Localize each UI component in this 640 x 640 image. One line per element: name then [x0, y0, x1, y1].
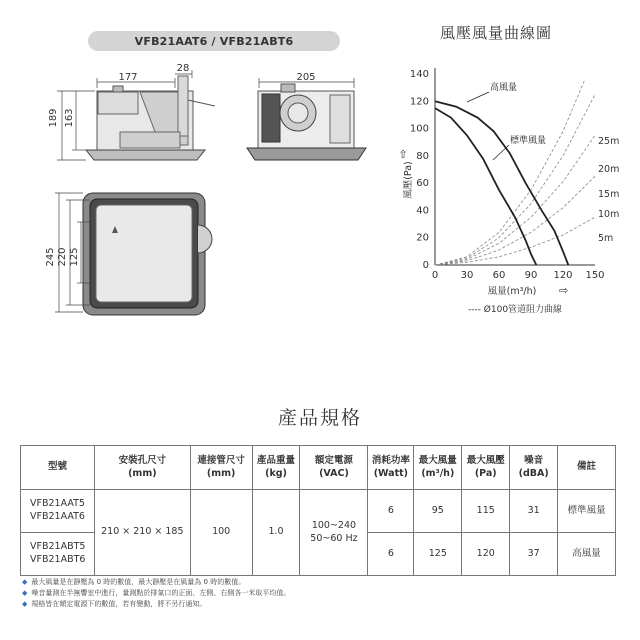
dim-top-offset: 28 [176, 63, 190, 74]
dim-depth-outer: 220 [57, 247, 68, 267]
row1-model: VFB21AAT5 VFB21AAT6 [21, 490, 95, 533]
y-tick-label: 140 [409, 69, 429, 80]
dim-top-width: 177 [118, 72, 138, 83]
y-tick-label: 40 [416, 205, 429, 217]
resistance-label-5m: 5m [598, 233, 614, 244]
shared-hole-size: 210 × 210 × 185 [94, 490, 190, 576]
dim-depth-total: 245 [45, 247, 56, 267]
header-weight: 產品重量 (kg) [252, 446, 300, 490]
bullet-icon: ◆ [22, 589, 28, 597]
x-tick-label: 0 [431, 270, 439, 281]
shared-pipe-size: 100 [190, 490, 252, 576]
resistance-curve-20m [435, 94, 595, 265]
y-tick-label: 20 [416, 232, 429, 244]
spec-header-row [21, 446, 616, 490]
up-arrow-icon: ⇧ [398, 148, 408, 161]
row2-noise: 37 [510, 533, 558, 576]
resistance-curve-15m [435, 135, 595, 265]
dimension-drawings [0, 0, 385, 330]
bottom-view-drawing [83, 193, 212, 315]
row2-watt: 6 [368, 533, 414, 576]
resistance-curve-5m [435, 217, 595, 265]
header-hole: 安裝孔尺寸 (mm) [94, 446, 190, 490]
spec-title: 產品規格 [277, 407, 362, 429]
row2-remark: 高風量 [558, 533, 616, 576]
x-tick-label: 150 [585, 270, 605, 281]
row2-flow: 125 [414, 533, 462, 576]
row2-pressure: 120 [462, 533, 510, 576]
x-axis-label: 風量(m³/h) [487, 286, 537, 297]
series-label-high-leader [467, 92, 489, 102]
header-noise: 噪音 (dBA) [510, 446, 558, 490]
row1-pressure: 115 [462, 490, 510, 533]
row2-model: VFB21ABT5 VFB21ABT6 [21, 533, 95, 576]
resistance-label-15m: 15m [598, 189, 620, 200]
resistance-label-25m: 25m [598, 136, 620, 147]
pressure-flow-chart [385, 60, 640, 325]
right-arrow-icon: ⇨ [559, 284, 569, 297]
shared-power: 100~240 50~60 Hz [300, 490, 368, 576]
curve-title: 風壓風量曲線圖 [440, 24, 553, 42]
y-tick-label: 60 [416, 178, 429, 190]
dim-side-width: 205 [296, 72, 316, 83]
y-tick-label: 120 [409, 96, 429, 108]
x-tick-label: 30 [460, 270, 474, 281]
footnotes [22, 577, 290, 610]
bullet-icon: ◆ [22, 600, 28, 608]
dim-depth-inner: 125 [69, 247, 80, 267]
x-tick-label: 90 [524, 270, 538, 281]
y-tick-label: 100 [409, 123, 429, 135]
header-model: 型號 [21, 446, 95, 490]
side-view-drawing [247, 84, 366, 160]
series-line-標準風量 [435, 108, 536, 265]
row1-remark: 標準風量 [558, 490, 616, 533]
y-tick-label: 80 [416, 150, 429, 162]
dim-height-body: 163 [64, 108, 75, 128]
shared-weight: 1.0 [252, 490, 300, 576]
y-axis-label: 風壓(Pa) [403, 161, 414, 199]
table-row [21, 490, 616, 533]
header-power: 額定電源 (VAC) [300, 446, 368, 490]
x-tick-label: 120 [553, 270, 573, 281]
footnote: ◆ 最大風量是在靜壓為 0 時的數值，最大靜壓是在風量為 0 時的數值。 [22, 578, 246, 586]
chart-legend: ---- Ø100管道阻力曲線 [467, 305, 563, 315]
chart-svg [385, 60, 640, 325]
row1-watt: 6 [368, 490, 414, 533]
header-pipe: 連接管尺寸 (mm) [190, 446, 252, 490]
header-flow: 最大風量 (m³/h) [414, 446, 462, 490]
row1-flow: 95 [414, 490, 462, 533]
series-label-standard: 標準風量 [510, 136, 547, 146]
resistance-label-20m: 20m [598, 164, 620, 175]
header-watt: 消耗功率 (Watt) [368, 446, 414, 490]
row1-noise: 31 [510, 490, 558, 533]
resistance-label-10m: 10m [598, 209, 620, 220]
dim-height-total: 189 [48, 108, 59, 128]
footnote: ◆ 規格皆在額定電源下的數值，若有變動，將不另行通知。 [22, 600, 207, 608]
header-pressure: 最大風壓 (Pa) [462, 446, 510, 490]
header-remark: 備註 [558, 446, 616, 490]
y-tick-label: 0 [422, 260, 429, 271]
bullet-icon: ◆ [22, 578, 28, 586]
series-label-standard-leader [493, 145, 509, 160]
model-number-pill: VFB21AAT6 / VFB21ABT6 [88, 31, 340, 51]
x-tick-label: 60 [492, 270, 506, 281]
footnote: ◆ 噪音量測在半無響室中進行，量測點於排氣口的正面、左側、右側各一米取平均值。 [22, 589, 291, 597]
front-view-drawing [86, 76, 215, 160]
series-label-high: 高風量 [490, 83, 518, 93]
resistance-curve-25m [435, 81, 584, 265]
spec-table [20, 445, 616, 576]
